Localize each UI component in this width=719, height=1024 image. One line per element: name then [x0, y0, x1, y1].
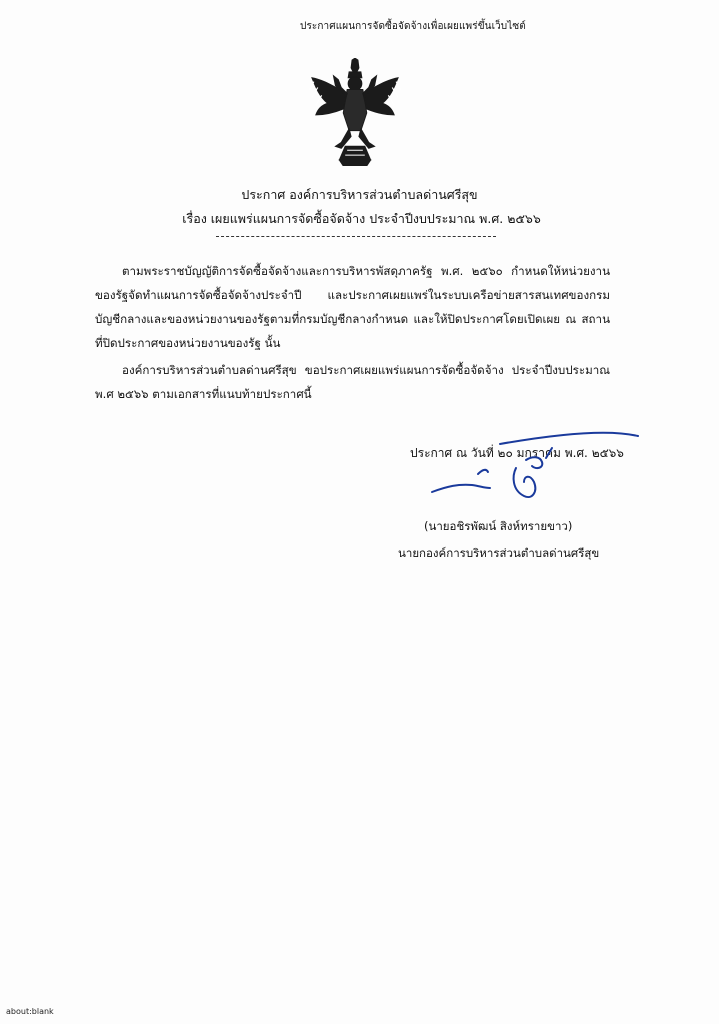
- body-paragraph-2: องค์การบริหารส่วนตำบลด่านศรีสุข ขอประกาศเผยแพร่แผนการจัดซื้อจัดจ้าง ประจำปีงบประมาณ พ.ศ ๒๕๖๖ ตามเอกสารที่แนบท้ายประกาศนี้: [95, 363, 610, 401]
- announcement-date: ประกาศ ณ วันที่ ๒๐ มกราคม พ.ศ. ๒๕๖๖: [410, 446, 624, 460]
- handwritten-signature-icon: [428, 430, 648, 520]
- garuda-emblem-icon: [306, 58, 404, 166]
- announcement-title: ประกาศ องค์การบริหารส่วนตำบลด่านศรีสุข: [241, 187, 478, 202]
- dashed-divider: [216, 236, 496, 237]
- signer-name: (นายอชิรพัฒน์ สิงห์ทรายขาว): [424, 519, 573, 533]
- footer-url: about:blank: [6, 1007, 54, 1016]
- announcement-subject: เรื่อง เผยแพร่แผนการจัดซื้อจัดจ้าง ประจำปีงบประมาณ พ.ศ. ๒๕๖๖: [182, 211, 541, 226]
- header-note: ประกาศแผนการจัดซื้อจัดจ้างเพื่อเผยแพร่ขึ้นเว็บไซต์: [300, 21, 526, 32]
- title-block: [0, 183, 719, 231]
- signer-position: นายกองค์การบริหารส่วนตำบลด่านศรีสุข: [398, 546, 600, 560]
- body-paragraph-1: ตามพระราชบัญญัติการจัดซื้อจัดจ้างและการบริหารพัสดุภาครัฐ พ.ศ. ๒๕๖๐ กำหนดให้หน่วยงานของรัฐจัดทำแผนการจัดซื้อจัดจ้างประจำปี และประกาศเผยแพร่ในระบบเครือข่ายสารสนเทศของกรมบัญชีกลางและของหน่วยงานของรัฐตามที่กรมบัญชีกลางกำหนด และให้ปิดประกาศโดยเปิดเผย ณ สถานที่ปิดประกาศของหน่วยงานของรัฐ นั้น: [95, 264, 610, 350]
